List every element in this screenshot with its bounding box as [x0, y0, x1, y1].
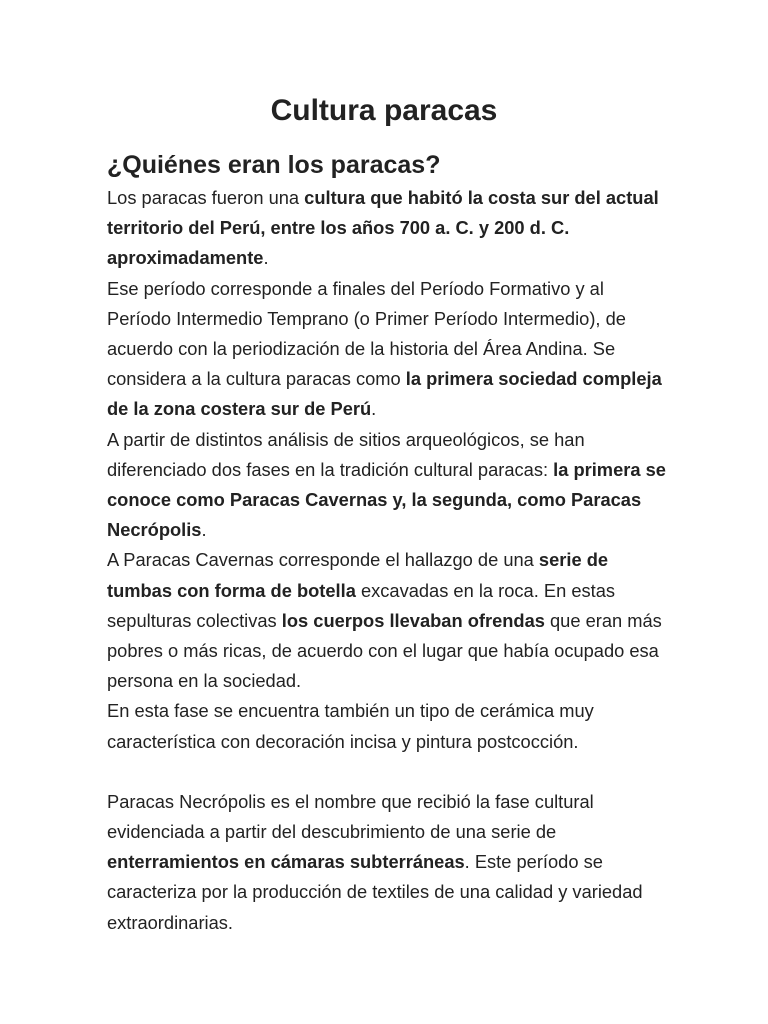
- paragraph-2-text-2: .: [371, 398, 377, 420]
- paragraph-3-text-2: .: [201, 519, 207, 541]
- article-body: [107, 183, 667, 938]
- paragraph-3-text-1: A partir de distintos análisis de sitios arqueológicos, se han diferenciado dos fases en la tradición cultural paracas:: [107, 428, 585, 480]
- paragraph-2-bold-1: la primera sociedad compleja de la zona costera sur de Perú: [107, 368, 662, 420]
- paragraph-4-bold-1: serie de tumbas con forma de botella: [107, 549, 609, 601]
- paragraph-4-text-2: excavadas en la roca. En estas sepulturas colectivas: [107, 579, 616, 631]
- paragraph-2-text-1: Ese período corresponde a finales del Período Formativo y al Período Intermedio Temprano (o Primer Período Intermedio), de acuerdo con la periodización de la historia del Área Andina. Se considera a la cultura paracas como: [107, 277, 626, 390]
- paragraph-4: [107, 545, 667, 696]
- paragraph-3: [107, 425, 667, 546]
- document-title: Cultura paracas: [270, 94, 498, 127]
- paragraph-3-bold-1: la primera se conoce como Paracas Cavernas y, la segunda, como Paracas Necrópolis: [107, 458, 666, 541]
- paragraph-5: [107, 696, 667, 756]
- paragraph-4-text-1: A Paracas Cavernas corresponde el hallazgo de una: [107, 549, 539, 571]
- paragraph-1-text-1: Los paracas fueron una: [107, 187, 305, 208]
- paragraph-6-bold-1: enterramientos en cámaras subterráneas: [107, 851, 465, 873]
- paragraph-1-bold-1: cultura que habitó la costa sur del actual territorio del Perú, entre los años 700 a. C. y 200 d. C. aproximadamente: [107, 187, 659, 269]
- paragraph-2: [107, 274, 667, 425]
- paragraph-6-text-2: . Este período se caracteriza por la producción de textiles de una calidad y variedad extraordinarias.: [107, 851, 643, 933]
- paragraph-1-text-2: .: [263, 247, 269, 269]
- paragraph-6-text-1: Paracas Necrópolis es el nombre que recibió la fase cultural evidenciada a partir del descubrimiento de una serie de: [107, 790, 594, 843]
- paragraph-6: [107, 787, 667, 938]
- paragraph-4-text-3: que eran más pobres o más ricas, de acuerdo con el lugar que había ocupado esa persona en la sociedad.: [107, 609, 662, 692]
- paragraph-4-bold-2: los cuerpos llevaban ofrendas: [281, 609, 545, 631]
- section-heading: ¿Quiénes eran los paracas?: [107, 151, 441, 179]
- paragraph-5-text-1: En esta fase se encuentra también un tipo de cerámica muy característica con decoración incisa y pintura postcocción.: [107, 700, 594, 752]
- paragraph-1: [107, 183, 667, 274]
